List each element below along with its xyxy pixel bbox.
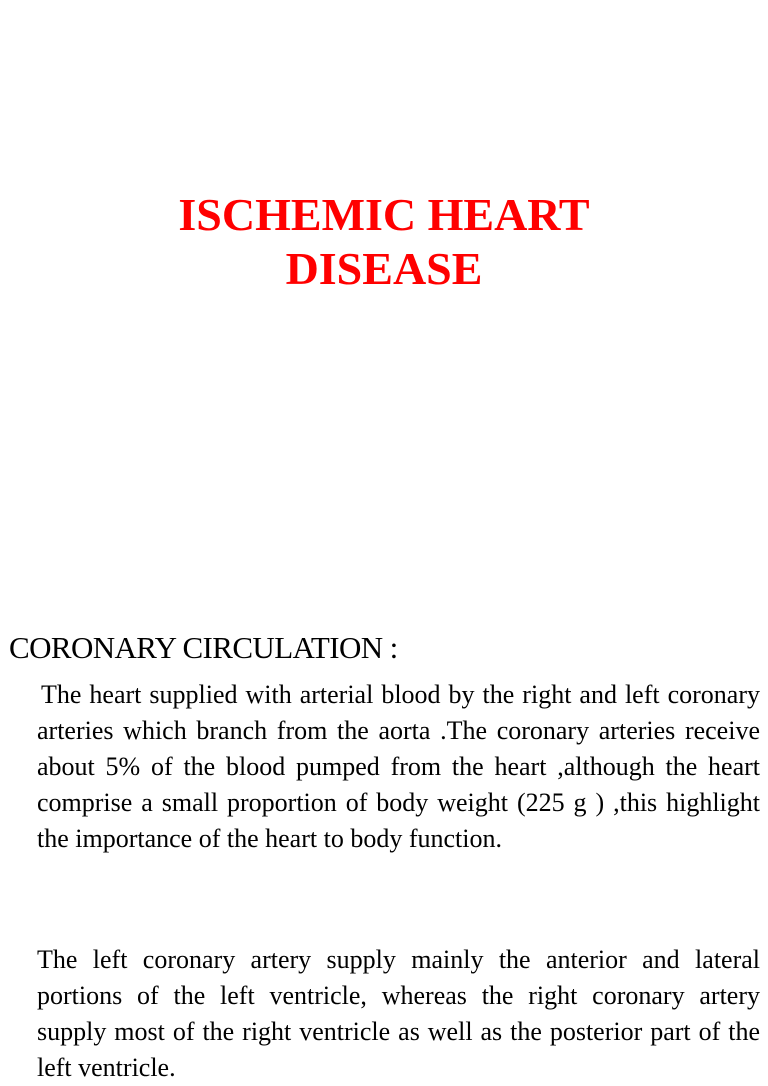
body-paragraph-1: The heart supplied with arterial blood by the right and left coronary arteries which branch from the aorta .The coronary arteries receive about 5% of the blood pumped from the heart ,although the heart comprise a small proportion of body weight (225 g ) ,this highlight the importance of the heart to body function. xyxy=(37,680,760,853)
body-paragraph-2: The left coronary artery supply mainly the anterior and lateral portions of the left ventricle, whereas the right coronary artery supply most of the right ventricle as well as the posterior part of the left ventricle. xyxy=(37,945,760,1082)
section-heading: CORONARY CIRCULATION : xyxy=(9,630,398,665)
title-line-1: ISCHEMIC HEART xyxy=(178,189,590,240)
title-line-2: DISEASE xyxy=(285,243,483,294)
page-title xyxy=(0,188,768,296)
